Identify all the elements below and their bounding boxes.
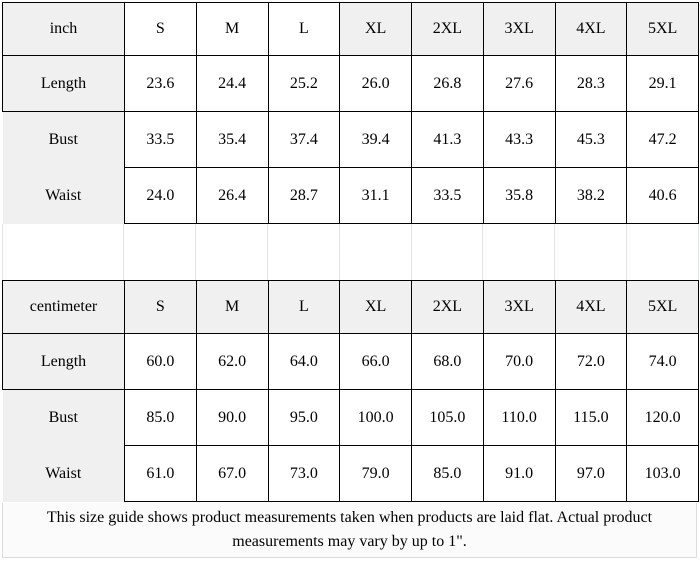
measurement-value-cell: 110.0 xyxy=(483,390,555,446)
measurement-value-cell: 35.8 xyxy=(483,168,555,224)
tables-area xyxy=(2,2,700,502)
measurement-label-cell: Length xyxy=(3,334,125,390)
size-table-header-row xyxy=(3,3,699,56)
size-guide-note xyxy=(2,503,697,558)
size-table-inch xyxy=(2,2,699,224)
measurement-value-cell: 100.0 xyxy=(340,390,412,446)
measurement-value-cell: 24.4 xyxy=(196,56,268,112)
table-row xyxy=(3,334,699,390)
size-header-cell: S xyxy=(125,3,197,56)
size-header-cell: 3XL xyxy=(483,281,555,334)
table-gap-column-line xyxy=(483,224,555,280)
measurement-value-cell: 74.0 xyxy=(627,334,699,390)
table-gap-column-line xyxy=(124,224,196,280)
measurement-value-cell: 25.2 xyxy=(268,56,340,112)
table-gap-column-line xyxy=(627,224,699,280)
measurement-value-cell: 43.3 xyxy=(483,112,555,168)
measurement-value-cell: 103.0 xyxy=(627,446,699,502)
measurement-value-cell: 27.6 xyxy=(483,56,555,112)
table-gap-column-line xyxy=(196,224,268,280)
measurement-value-cell: 28.3 xyxy=(555,56,627,112)
measurement-value-cell: 64.0 xyxy=(268,334,340,390)
measurement-value-cell: 62.0 xyxy=(196,334,268,390)
table-row xyxy=(3,56,699,112)
measurement-value-cell: 61.0 xyxy=(125,446,197,502)
measurement-value-cell: 97.0 xyxy=(555,446,627,502)
measurement-value-cell: 31.1 xyxy=(340,168,412,224)
measurement-value-cell: 60.0 xyxy=(125,334,197,390)
size-header-cell: 4XL xyxy=(555,3,627,56)
measurement-value-cell: 68.0 xyxy=(412,334,484,390)
measurement-value-cell: 29.1 xyxy=(627,56,699,112)
size-header-cell: 2XL xyxy=(412,281,484,334)
measurement-value-cell: 66.0 xyxy=(340,334,412,390)
table-gap-column-line xyxy=(412,224,484,280)
measurement-value-cell: 26.4 xyxy=(196,168,268,224)
table-gap-column-line xyxy=(268,224,340,280)
measurement-value-cell: 115.0 xyxy=(555,390,627,446)
size-header-cell: XL xyxy=(340,281,412,334)
size-guide-note-text: This size guide shows product measurements taken when products are laid flat. Actual product measurements may vary by up to 1". xyxy=(46,509,653,550)
table-gap-column-line xyxy=(555,224,627,280)
measurement-value-cell: 91.0 xyxy=(483,446,555,502)
table-row xyxy=(3,112,699,168)
measurement-value-cell: 85.0 xyxy=(125,390,197,446)
table-gap xyxy=(2,224,699,280)
size-table-centimeter xyxy=(2,280,699,502)
table-row xyxy=(3,390,699,446)
measurement-value-cell: 45.3 xyxy=(555,112,627,168)
size-header-cell: L xyxy=(268,281,340,334)
measurement-label-cell: Bust xyxy=(3,390,125,446)
measurement-value-cell: 95.0 xyxy=(268,390,340,446)
measurement-value-cell: 67.0 xyxy=(196,446,268,502)
table-gap-column-line xyxy=(340,224,412,280)
measurement-value-cell: 79.0 xyxy=(340,446,412,502)
measurement-value-cell: 24.0 xyxy=(125,168,197,224)
measurement-value-cell: 26.0 xyxy=(340,56,412,112)
size-header-cell: M xyxy=(196,281,268,334)
measurement-value-cell: 73.0 xyxy=(268,446,340,502)
size-header-cell: 5XL xyxy=(627,281,699,334)
measurement-value-cell: 105.0 xyxy=(412,390,484,446)
measurement-value-cell: 35.4 xyxy=(196,112,268,168)
measurement-label-cell: Length xyxy=(3,56,125,112)
measurement-value-cell: 33.5 xyxy=(412,168,484,224)
size-header-cell: 2XL xyxy=(412,3,484,56)
measurement-label-cell: Waist xyxy=(3,446,125,502)
measurement-value-cell: 70.0 xyxy=(483,334,555,390)
measurement-value-cell: 37.4 xyxy=(268,112,340,168)
measurement-value-cell: 33.5 xyxy=(125,112,197,168)
measurement-value-cell: 28.7 xyxy=(268,168,340,224)
measurement-value-cell: 26.8 xyxy=(412,56,484,112)
size-header-cell: XL xyxy=(340,3,412,56)
size-header-cell: L xyxy=(268,3,340,56)
measurement-value-cell: 23.6 xyxy=(125,56,197,112)
size-header-cell: 5XL xyxy=(627,3,699,56)
table-row xyxy=(3,446,699,502)
table-gap-column-line xyxy=(2,224,124,280)
size-header-cell: 4XL xyxy=(555,281,627,334)
unit-label-cell: inch xyxy=(3,3,125,56)
measurement-value-cell: 38.2 xyxy=(555,168,627,224)
size-header-cell: S xyxy=(125,281,197,334)
size-table-header-row xyxy=(3,281,699,334)
measurement-value-cell: 40.6 xyxy=(627,168,699,224)
measurement-value-cell: 120.0 xyxy=(627,390,699,446)
measurement-label-cell: Waist xyxy=(3,168,125,224)
table-row xyxy=(3,168,699,224)
unit-label-cell: centimeter xyxy=(3,281,125,334)
measurement-label-cell: Bust xyxy=(3,112,125,168)
measurement-value-cell: 47.2 xyxy=(627,112,699,168)
size-header-cell: 3XL xyxy=(483,3,555,56)
measurement-value-cell: 90.0 xyxy=(196,390,268,446)
measurement-value-cell: 39.4 xyxy=(340,112,412,168)
size-header-cell: M xyxy=(196,3,268,56)
measurement-value-cell: 85.0 xyxy=(412,446,484,502)
measurement-value-cell: 41.3 xyxy=(412,112,484,168)
measurement-value-cell: 72.0 xyxy=(555,334,627,390)
